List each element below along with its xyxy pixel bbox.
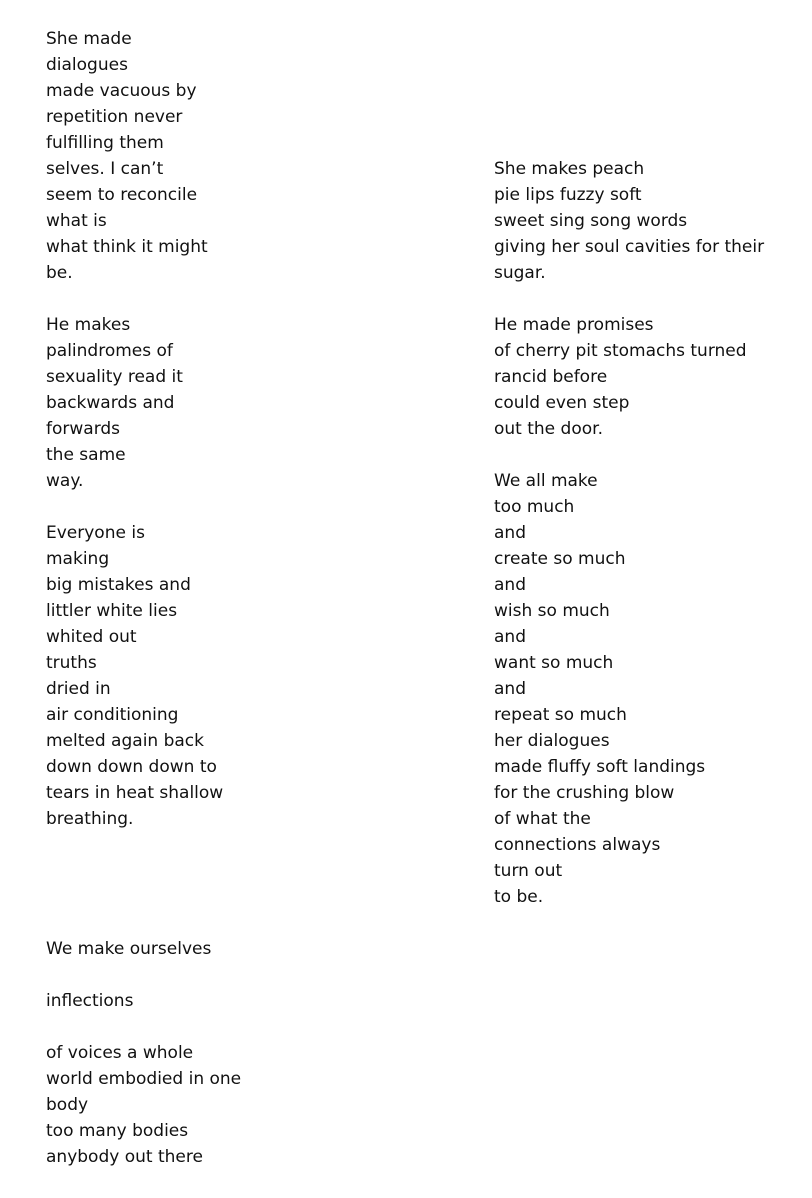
stanza-break [494,52,804,78]
poem-line: air conditioning [46,705,179,725]
poem-line: backwards and [46,393,175,413]
poem-line: what is [46,211,107,231]
poem-line: He makes [46,315,131,335]
stanza-break [46,494,466,520]
stanza-break [494,130,804,156]
stanza-break [46,832,466,858]
poem-line: too much [494,497,575,517]
poem-line: world embodied in one [46,1069,242,1089]
poem-line: and [494,627,526,647]
poem-line: rancid before [494,367,608,387]
poem-line: dialogues [46,55,128,75]
stanza-break [46,910,466,936]
poem-line: the same [46,445,126,465]
poem-line: body [46,1095,89,1115]
poem-line: and [494,523,526,543]
poem-line: out the door. [494,419,603,439]
stanza-break [46,286,466,312]
poem-line: Everyone is [46,523,145,543]
poem-line: and [494,679,526,699]
poem-line: for the crushing blow [494,783,675,803]
poem-line: turn out [494,861,563,881]
poem-line: made vacuous by [46,81,197,101]
poem-line: way. [46,471,84,491]
poem-line: down down down to [46,757,217,777]
poem-line: anybody out there [46,1147,203,1167]
stanza-break [494,442,804,468]
poem-line: of what the [494,809,591,829]
poem-line: forwards [46,419,121,439]
poem-line: littler white lies [46,601,178,621]
poem-line: be. [46,263,73,283]
stanza-break [46,884,466,910]
poem-line: want so much [494,653,614,673]
poem-line: She makes peach [494,159,645,179]
poem-line: big mistakes and [46,575,191,595]
poem-line: truths [46,653,97,673]
poem-right-column [494,26,804,910]
poem-line: whited out [46,627,137,647]
poem-line: selves. I can’t [46,159,164,179]
poem-line: made fluffy soft landings [494,757,706,777]
poem-line: wish so much [494,601,610,621]
stanza-break [494,286,804,312]
poem-left-column [46,26,466,1170]
stanza-break [46,1014,466,1040]
stanza-break [46,858,466,884]
poem-line: fulfilling them [46,133,164,153]
stanza-break [494,78,804,104]
poem-line: connections always [494,835,661,855]
stanza-break [494,104,804,130]
poem-line: too many bodies [46,1121,189,1141]
poem-line: sweet sing song words [494,211,688,231]
poem-line: giving her soul cavities for their [494,237,765,257]
poem-line: her dialogues [494,731,610,751]
poem-line: He made promises [494,315,654,335]
poem-line: dried in [46,679,111,699]
poem-line: We all make [494,471,598,491]
poem-line: repeat so much [494,705,627,725]
poem-line: sexuality read it [46,367,183,387]
poem-line: could even step [494,393,630,413]
poem-line: tears in heat shallow [46,783,224,803]
poem-line: and [494,575,526,595]
poem-line: to be. [494,887,544,907]
poem-line: repetition never [46,107,183,127]
poem-line: melted again back [46,731,204,751]
stanza-break [494,26,804,52]
poem-line: breathing. [46,809,134,829]
stanza-break [46,962,466,988]
poem-line: of voices a whole [46,1043,194,1063]
poem-line: We make ourselves [46,939,212,959]
poem-line: create so much [494,549,626,569]
poem-line: inflections [46,991,134,1011]
poem-line: She made [46,29,132,49]
poem-line: of cherry pit stomachs turned [494,341,747,361]
poem-line: seem to reconcile [46,185,198,205]
poem-line: pie lips fuzzy soft [494,185,642,205]
poem-line: what think it might [46,237,208,257]
poem-line: palindromes of [46,341,173,361]
poem-line: making [46,549,110,569]
poem-line: sugar. [494,263,546,283]
